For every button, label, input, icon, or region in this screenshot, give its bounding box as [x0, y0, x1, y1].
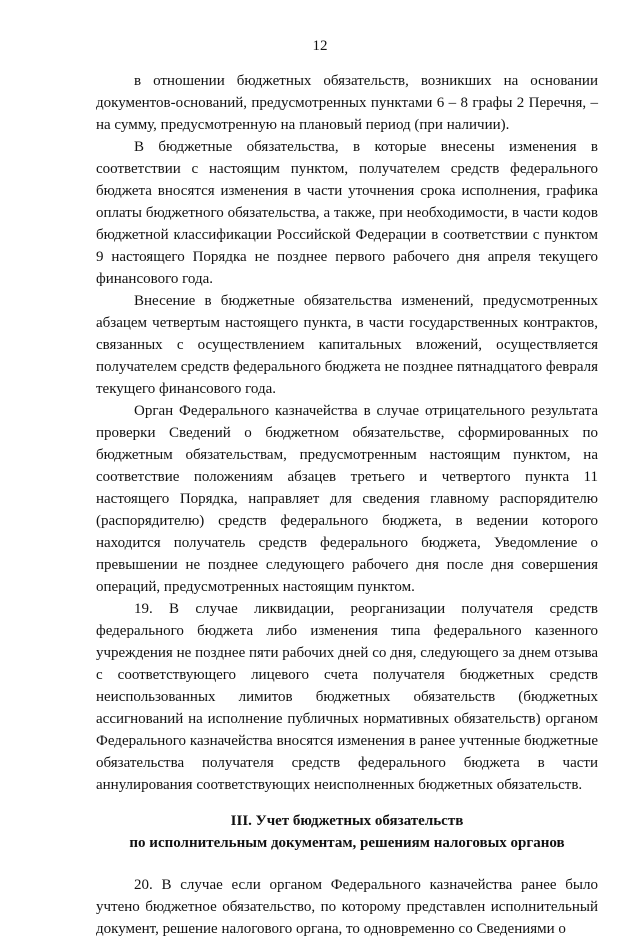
paragraph-budget-obligation-changes: В бюджетные обязательства, в которые внесены изменения в соответствии с настоящим пунктом, получателем средств федерального бюджета вносятся изменения в части уточнения срока исполнения, графика оплаты бюджетного обязательства, а также, при необходимости, в части кодов бюджетной классификации Российской Федерации в соответствии с пунктом 9 настоящего Порядка не позднее первого рабочего дня апреля текущего финансового года. [96, 139, 598, 287]
section-heading-line-2: по исполнительным документам, решениям налоговых органов [129, 835, 565, 851]
document-body [96, 70, 598, 940]
paragraph-treasury-check: Орган Федерального казначейства в случае отрицательного результата проверки Сведений о бюджетном обязательстве, сформированных по бюджетным обязательствам, предусмотренным настоящим пунктом, на соответствие положениям абзацев третьего и четвертого пункта 11 настоящего Порядка, направляет для сведения главному распорядителю (распорядителю) средств федерального бюджета, в ведении которого находится получатель средств федерального бюджета, Уведомление о превышении не позднее следующего рабочего дня после дня совершения операций, предусмотренных настоящим пунктом. [96, 403, 598, 595]
paragraph-item-20: 20. В случае если органом Федерального казначейства ранее было учтено бюджетное обязательство, по которому представлен исполнительный документ, решение налогового органа, то одновременно со Сведениями о [96, 877, 598, 937]
page-number: 12 [312, 38, 328, 54]
paragraph-continuation: в отношении бюджетных обязательств, возникших на основании документов-оснований, предусмотренных пунктами 6 – 8 графы 2 Перечня, – на сумму, предусмотренную на плановый период (при наличии). [96, 73, 598, 133]
paragraph-item-19: 19. В случае ликвидации, реорганизации получателя средств федерального бюджета либо изменения типа федерального казенного учреждения не позднее пяти рабочих дней со дня, следующего за днем отзыва с соответствующего лицевого счета получателя бюджетных средств неиспользованных лимитов бюджетных обязательств (бюджетных ассигнований на исполнение публичных нормативных обязательств) органом Федерального казначейства вносятся изменения в ранее учтенные бюджетные обязательства получателя средств федерального бюджета в части аннулирования соответствующих неисполненных бюджетных обязательств. [96, 601, 598, 793]
section-heading [96, 810, 598, 854]
section-heading-line-1: III. Учет бюджетных обязательств [230, 813, 464, 829]
paragraph-capital-investments: Внесение в бюджетные обязательства изменений, предусмотренных абзацем четвертым настоящего пункта, в части государственных контрактов, связанных с осуществлением капитальных вложений, осуществляется получателем средств федерального бюджета не позднее пятнадцатого февраля текущего финансового года. [96, 293, 598, 397]
